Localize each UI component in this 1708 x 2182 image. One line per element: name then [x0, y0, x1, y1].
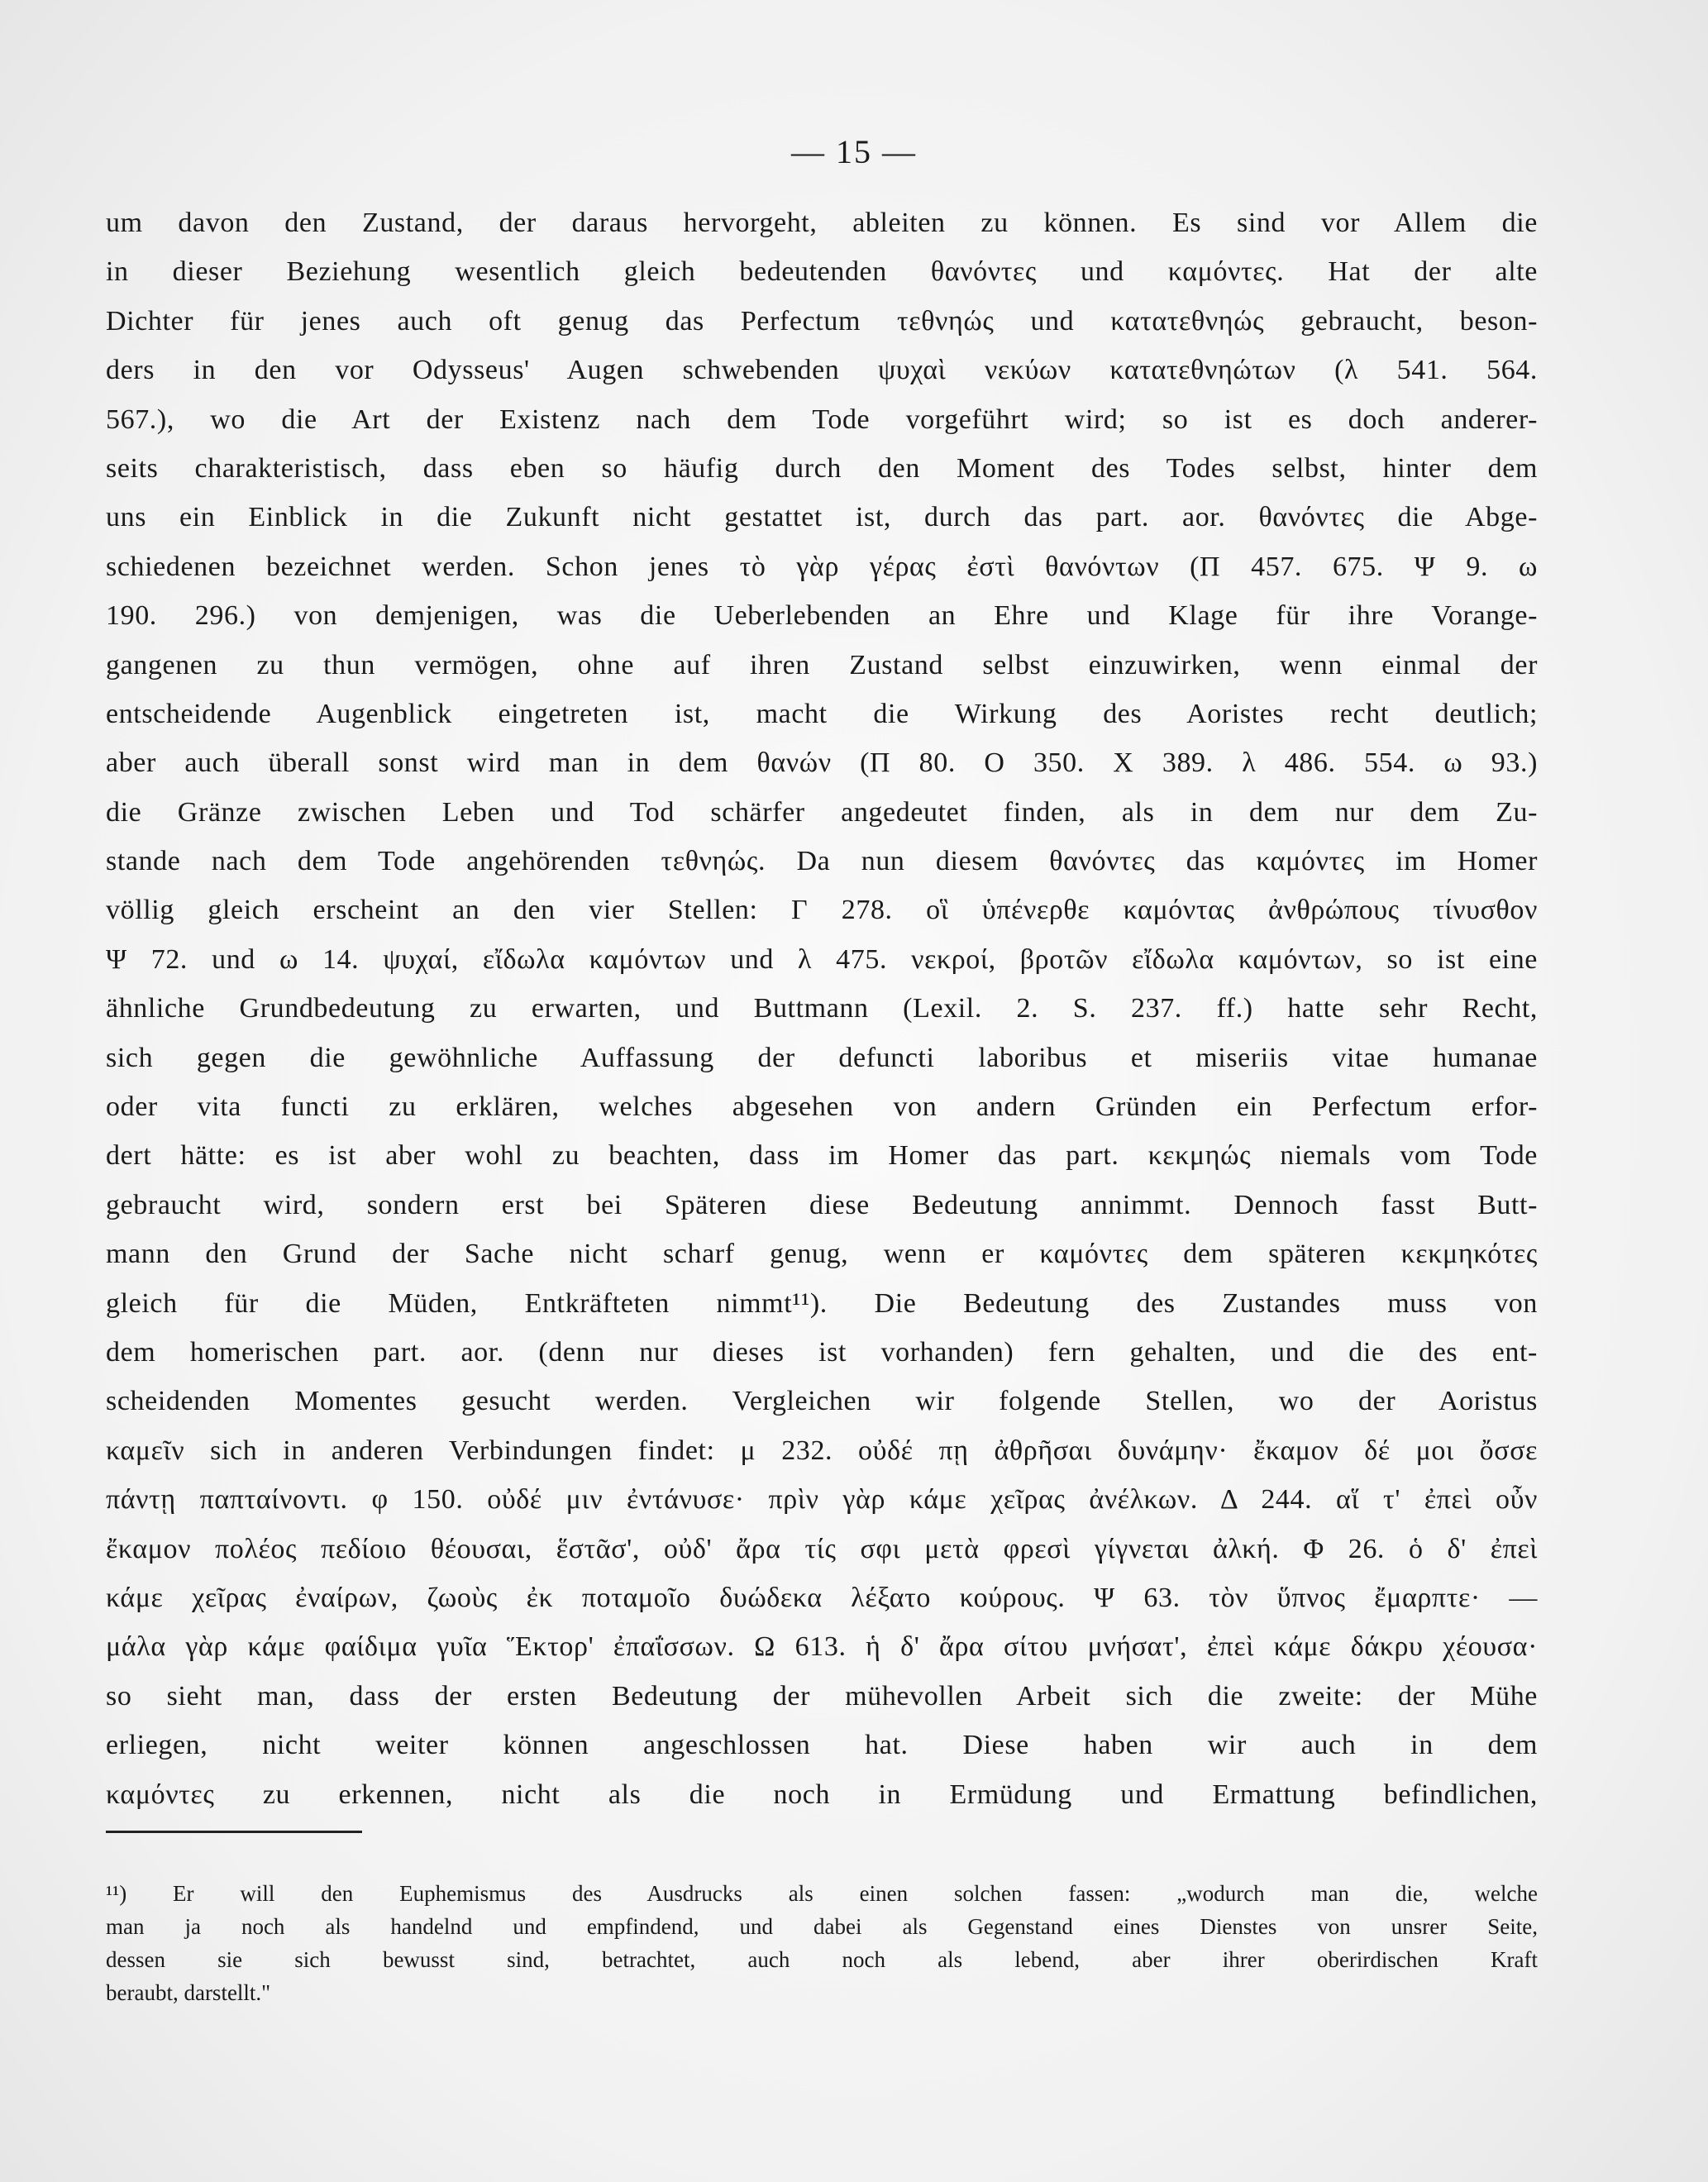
body-line: uns ein Einblick in die Zukunft nicht gestattet ist, durch das part. aor. θανόντες die Abge-: [106, 502, 1538, 533]
body-line: oder vita functi zu erklären, welches abgesehen von andern Gründen ein Perfectum erfor-: [106, 1091, 1538, 1123]
body-line: gleich für die Müden, Entkräfteten nimmt¹¹). Die Bedeutung des Zustandes muss von: [106, 1287, 1538, 1319]
body-line: erliegen, nicht weiter können angeschlossen hat. Diese haben wir auch in dem: [106, 1730, 1538, 1761]
body-line: scheidenden Momentes gesucht werden. Vergleichen wir folgende Stellen, wo der Aoristus: [106, 1386, 1538, 1417]
body-line: 190. 296.) von demjenigen, was die Ueberlebenden an Ehre und Klage für ihre Vorange-: [106, 600, 1538, 632]
footnotes: [106, 1877, 1538, 2009]
footnote-line: beraubt, darstellt.": [106, 1980, 271, 2005]
body-line: in dieser Beziehung wesentlich gleich bedeutenden θανόντες und καμόντες. Hat der alte: [106, 256, 1538, 288]
body-line: μάλα γὰρ κάμε φαίδιμα γυῖα Ἕκτορ' ἐπαΐσσων. Ω 613. ἡ δ' ἄρα σίτου μνήσατ', ἐπεὶ κάμε δάκρυ χέουσα·: [106, 1631, 1538, 1663]
body-line: seits charakteristisch, dass eben so häufig durch den Moment des Todes selbst, hinter dem: [106, 452, 1538, 484]
body-line: schiedenen bezeichnet werden. Schon jenes τὸ γὰρ γέρας ἐστὶ θανόντων (Π 457. 675. Ψ 9. ω: [106, 551, 1538, 582]
body-line: völlig gleich erscheint an den vier Stellen: Γ 278. οἳ ὑπένερθε καμόντας ἀνθρώπους τίνυσθον: [106, 895, 1538, 926]
body-line: so sieht man, dass der ersten Bedeutung der mühevollen Arbeit sich die zweite: der Mühe: [106, 1680, 1538, 1712]
body-line: Ψ 72. und ω 14. ψυχαί, εἴδωλα καμόντων und λ 475. νεκροί, βροτῶν εἴδωλα καμόντων, so ist eine: [106, 943, 1538, 975]
body-text: [106, 198, 1538, 1819]
footnote-line: man ja noch als handelnd und empfindend, und dabei als Gegenstand eines Dienstes von unsrer Seite,: [106, 1914, 1538, 1939]
body-line: ders in den vor Odysseus' Augen schwebenden ψυχαὶ νεκύων κατατεθνηώτων (λ 541. 564.: [106, 355, 1538, 386]
body-line: καμόντες zu erkennen, nicht als die noch in Ermüdung und Ermattung befindlichen,: [106, 1779, 1538, 1810]
body-line: ähnliche Grundbedeutung zu erwarten, und Buttmann (Lexil. 2. S. 237. ff.) hatte sehr Recht,: [106, 993, 1538, 1024]
body-line: stande nach dem Tode angehörenden τεθνηώς. Da nun diesem θανόντες das καμόντες im Homer: [106, 846, 1538, 877]
body-line: πάντῃ παπταίνοντι. φ 150. οὐδέ μιν ἐντάνυσε· πρὶν γὰρ κάμε χεῖρας ἀνέλκων. Δ 244. αἵ τ' ἐπεὶ οὖν: [106, 1484, 1538, 1516]
body-line: gebraucht wird, sondern erst bei Späteren diese Bedeutung annimmt. Dennoch fasst Butt-: [106, 1189, 1538, 1220]
body-line: mann den Grund der Sache nicht scharf genug, wenn er καμόντες dem späteren κεκμηκότες: [106, 1239, 1538, 1270]
body-line: sich gegen die gewöhnliche Auffassung der defuncti laboribus et miseriis vitae humanae: [106, 1042, 1538, 1073]
body-line: um davon den Zustand, der daraus hervorgeht, ableiten zu können. Es sind vor Allem die: [106, 208, 1538, 238]
body-line: entscheidende Augenblick eingetreten ist, macht die Wirkung des Aoristes recht deutlich;: [106, 698, 1538, 729]
footnote-line: ¹¹) Er will den Euphemismus des Ausdrucks als einen solchen fassen: „wodurch man die, welche: [106, 1881, 1538, 1906]
body-line: καμεῖν sich in anderen Verbindungen findet: μ 232. οὐδέ πῃ ἀθρῆσαι δυνάμην· ἔκαμον δέ μοι ὄσσε: [106, 1435, 1538, 1466]
body-line: 567.), wo die Art der Existenz nach dem Tode vorgeführt wird; so ist es doch anderer-: [106, 403, 1538, 435]
body-line: dem homerischen part. aor. (denn nur dieses ist vorhanden) fern gehalten, und die des ent-: [106, 1336, 1538, 1368]
body-line: aber auch überall sonst wird man in dem θανών (Π 80. Ο 350. Χ 389. λ 486. 554. ω 93.): [106, 747, 1538, 779]
page-number: — 15 —: [791, 133, 917, 170]
body-line: die Gränze zwischen Leben und Tod schärfer angedeutet finden, als in dem nur dem Zu-: [106, 796, 1538, 828]
body-line: κάμε χεῖρας ἐναίρων, ζωοὺς ἐκ ποταμοῖο δυώδεκα λέξατο κούρους. Ψ 63. τὸν ὕπνος ἔμαρπτε· —: [106, 1582, 1538, 1613]
footnote-line: dessen sie sich bewusst sind, betrachtet, auch noch als lebend, aber ihrer oberirdischen Kraft: [106, 1947, 1538, 1972]
body-line: ἔκαμον πολέος πεδίοιο θέουσαι, ἕστᾶσ', οὐδ' ἄρα τίς σφι μετὰ φρεσὶ γίγνεται ἀλκή. Φ 26. ὁ δ' ἐπεὶ: [106, 1533, 1538, 1564]
body-line: Dichter für jenes auch oft genug das Perfectum τεθνηώς und κατατεθνηώς gebraucht, beson-: [106, 305, 1538, 337]
body-line: dert hätte: es ist aber wohl zu beachten, dass im Homer das part. κεκμηώς niemals vom Tode: [106, 1140, 1538, 1172]
footnote-divider: [106, 1831, 362, 1833]
body-line: gangenen zu thun vermögen, ohne auf ihren Zustand selbst einzuwirken, wenn einmal der: [106, 649, 1538, 680]
